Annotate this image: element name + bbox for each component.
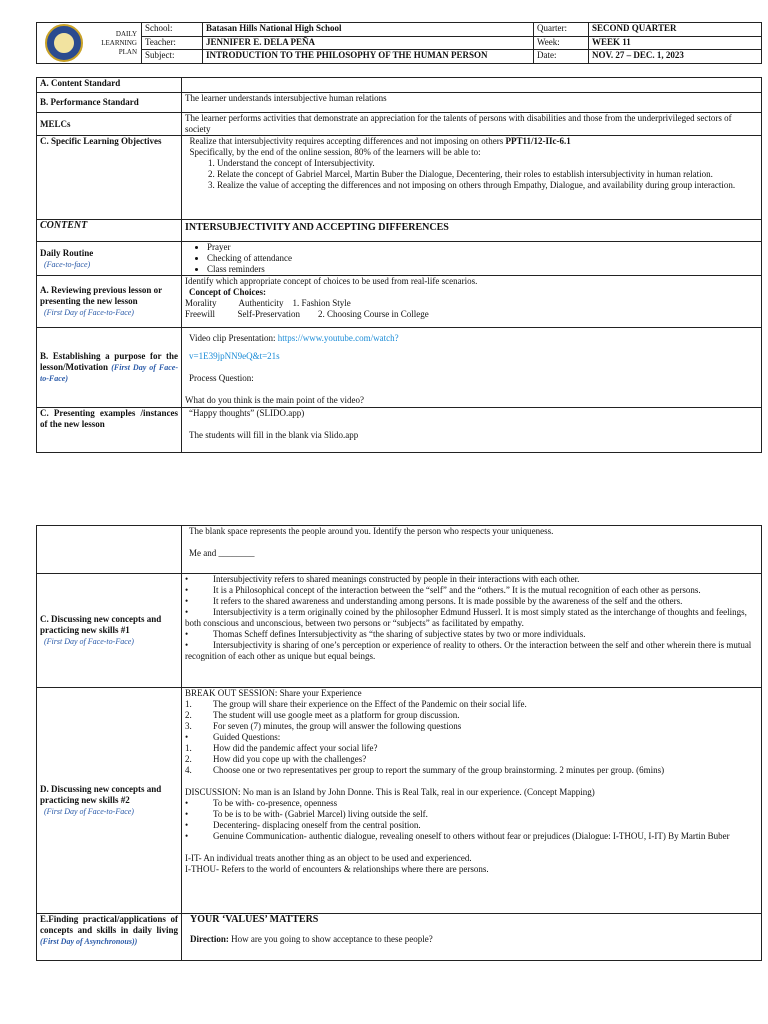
breakout-marker: • [185, 732, 189, 742]
review-row1: Morality Authenticity 1. Fashion Style [185, 298, 351, 308]
breakout-item [185, 699, 758, 710]
melcs-label: MELCs [37, 113, 182, 136]
disc1-item: • Intersubjectivity refers to shared meanings constructed by people in their interactions with each other. [185, 574, 580, 584]
content-label: CONTENT [37, 220, 182, 242]
finding-cell [182, 914, 762, 961]
performance-standard-value: The learner understands intersubjective human relations [182, 93, 762, 113]
discussion-item-text: To be is to be with- (Gabriel Marcel) living outside the self. [213, 809, 428, 819]
routine-item: • Class reminders [207, 264, 758, 275]
breakout-item [185, 732, 758, 743]
breakout-marker: 2. [185, 710, 192, 720]
discussion-item-text: To be with- co-presence, openness [213, 798, 338, 808]
dlp-line2: LEARNING [101, 38, 137, 47]
quarter-label: Quarter: [534, 23, 589, 37]
breakout-item-text: How did you cope up with the challenges? [213, 754, 367, 764]
content-value: INTERSUBJECTIVITY AND ACCEPTING DIFFERENCES [182, 220, 762, 242]
blank-cell [182, 526, 762, 574]
dlp-title [89, 30, 137, 57]
breakout-title: BREAK OUT SESSION: Share your Experience [185, 688, 362, 698]
values-title: YOUR ‘VALUES’ MATTERS [190, 914, 319, 925]
objectives-label: C. Specific Learning Objectives [37, 136, 182, 220]
i-it-definition: I-IT- An individual treats another thing as an object to be used and experienced. [185, 853, 472, 863]
routine-item: • Checking of attendance [207, 253, 758, 264]
objectives-cell [182, 136, 762, 220]
review-label: A. Reviewing previous lesson or presenting the new lesson [40, 285, 162, 306]
breakout-item-text: For seven (7) minutes, the group will answer the following questions [213, 721, 462, 731]
finding-label-text: E.Finding practical/applications of concepts and skills in daily living [40, 914, 178, 935]
week-label: Week: [534, 36, 589, 50]
review-note: (First Day of Face-to-Face) [44, 308, 134, 317]
objectives-line2: Specifically, by the end of the online session, 80% of the learners will be able to: [189, 147, 481, 157]
i-thou-definition: I-THOU- Refers to the world of encounters & relationships where there are persons. [185, 864, 489, 874]
disc1-item-text: Thomas Scheff defines Intersubjectivity as “the sharing of subjective states by two or more individuals. [213, 629, 586, 639]
disc1-item-text: Intersubjectivity is a term originally coined by the philosopher Edmund Husserl. It is most simply stated as the interchange of thoughts and feelings, both conscious and unconscious, between two persons or “subjects” as facilitated by empathy. [185, 607, 747, 628]
process-question-label: Process Question: [189, 373, 254, 383]
plan-table-2 [36, 525, 762, 961]
header-table [36, 22, 762, 64]
objective-item: 2. Relate the concept of Gabriel Marcel, Martin Buber the Dialogue, Decentering, their roles to establish intersubjectivity in human relation. [217, 169, 758, 180]
school-label: School: [142, 23, 203, 37]
presenting-label: C. Presenting examples /instances of the new lesson [37, 408, 182, 453]
breakout-marker: 4. [185, 765, 192, 775]
discussion-item-text: Decentering- displacing oneself from the central position. [213, 820, 421, 830]
discussion-item-text: Genuine Communication- authentic dialogue, revealing oneself to others without fear or prejudices (Dialogue: I-THOU, I-IT) By Martin Buber [213, 831, 730, 841]
breakout-item [185, 765, 758, 776]
purpose-cell [182, 328, 762, 408]
dlp-line3: PLAN [118, 47, 137, 56]
discussion-item: • Decentering- displacing oneself from the central position. [185, 820, 421, 830]
breakout-item [185, 754, 758, 765]
breakout-item-text: The group will share their experience on the Effect of the Pandemic on their social life. [213, 699, 527, 709]
subject-label: Subject: [142, 50, 203, 64]
video-link-continued[interactable]: v=1E39jpNN9eQ&t=21s [189, 351, 280, 361]
disc1-item-text: Intersubjectivity refers to shared meanings constructed by people in their interactions with each other. [213, 574, 580, 584]
content-standard-value [182, 78, 762, 93]
disc1-note: (First Day of Face-to-Face) [44, 637, 134, 646]
dlp-line1: DAILY [115, 29, 137, 38]
disc1-item-text: It refers to the shared awareness and understanding among persons. It is made possible by the awareness of the self and the others. [213, 596, 683, 606]
objectives-line1: Realize that intersubjectivity requires accepting differences and not imposing on others [189, 136, 506, 146]
header-block [36, 22, 762, 64]
review-cell [182, 276, 762, 328]
breakout-marker: 3. [185, 721, 192, 731]
routine-label: Daily Routine [40, 248, 94, 258]
video-link[interactable]: https://www.youtube.com/watch? [277, 333, 399, 343]
objectives-code: PPT11/12-IIc-6.1 [505, 136, 571, 146]
date-value: NOV. 27 – DEC. 1, 2023 [589, 50, 762, 64]
date-label: Date: [534, 50, 589, 64]
blank-line2: Me and ________ [189, 548, 255, 558]
routine-item: • Prayer [207, 242, 758, 253]
disc1-cell [182, 574, 762, 688]
purpose-note: (First Day of Face-to-Face) [40, 363, 179, 383]
review-line2: Concept of Choices: [189, 287, 266, 297]
routine-list [185, 242, 758, 275]
direction-label: Direction: [190, 934, 229, 944]
teacher-label: Teacher: [142, 36, 203, 50]
disc1-item: • Intersubjectivity is a term originally coined by the philosopher Edmund Husserl. It is most simply stated as the interchange of thoughts and feelings, both conscious and unconscious, between two persons or “subjects” as facilitated by empathy. [185, 607, 747, 628]
breakout-item [185, 710, 758, 721]
disc1-label-cell [37, 574, 182, 688]
objectives-list [185, 158, 758, 191]
breakout-marker: 1. [185, 743, 192, 753]
breakout-item-text: The student will use google meet as a platform for group discussion. [213, 710, 460, 720]
finding-label [40, 914, 178, 947]
discussion-item: • To be is to be with- (Gabriel Marcel) living outside the self. [185, 809, 428, 819]
disc1-item: • It refers to the shared awareness and understanding among persons. It is made possible by the awareness of the self and the others. [185, 596, 683, 606]
breakout-marker: 2. [185, 754, 192, 764]
disc1-item-text: It is a Philosophical concept of the interaction between the “self” and the “others.” It is the mutual recognition of each other as persons. [213, 585, 701, 595]
performance-standard-label: B. Performance Standard [37, 93, 182, 113]
review-label-cell [37, 276, 182, 328]
blank-label-cell [37, 526, 182, 574]
breakout-item-text: How did the pandemic affect your social life? [213, 743, 378, 753]
disc2-cell [182, 688, 762, 914]
disc2-label: D. Discussing new concepts and practicing new skills #2 [40, 784, 162, 805]
presenting-line2: The students will fill in the blank via Slido.app [189, 430, 359, 440]
routine-note: (Face-to-face) [44, 260, 91, 269]
discussion-title: DISCUSSION: No man is an Island by John Donne. This is Real Talk, real in our experience. (Concept Mapping) [185, 787, 595, 797]
disc1-item: • Thomas Scheff defines Intersubjectivity as “the sharing of subjective states by two or more individuals. [185, 629, 586, 639]
disc2-label-cell [37, 688, 182, 914]
finding-label-cell [37, 914, 182, 961]
breakout-item [185, 743, 758, 754]
subject-value: INTRODUCTION TO THE PHILOSOPHY OF THE HUMAN PERSON [203, 50, 534, 64]
plan-table-1 [36, 77, 762, 453]
disc1-item: • Intersubjectivity is sharing of one’s perception or experience of reality to others. Or the interaction between the self and other wherein there is mutual recognition of each other as unique but equal beings. [185, 640, 752, 661]
deped-seal-logo [45, 24, 83, 62]
discussion-item: • To be with- co-presence, openness [185, 798, 338, 808]
direction-text: How are you going to show acceptance to these people? [228, 934, 433, 944]
discussion-item: • Genuine Communication- authentic dialogue, revealing oneself to others without fear or prejudices (Dialogue: I-THOU, I-IT) By Martin Buber [185, 831, 730, 841]
school-value: Batasan Hills National High School [203, 23, 534, 37]
purpose-label [40, 351, 178, 384]
quarter-value: SECOND QUARTER [589, 23, 762, 37]
process-question: What do you think is the main point of the video? [185, 395, 364, 405]
review-line1: Identify which appropriate concept of choices to be used from real-life scenarios. [185, 276, 478, 286]
content-standard-label: A. Content Standard [37, 78, 182, 93]
routine-label-cell [37, 242, 182, 276]
breakout-item-text: Guided Questions: [213, 732, 281, 742]
purpose-label-text: B. Establishing a purpose for the lesson/Motivation [40, 351, 178, 372]
objective-item: 3. Realize the value of accepting the differences and not imposing on others through Empathy, Dialogue, and availability during group interaction. [217, 180, 758, 191]
disc1-item-text: Intersubjectivity is sharing of one’s perception or experience of reality to others. Or the interaction between the self and other wherein there is mutual recognition of each other as unique but equal beings. [185, 640, 752, 661]
melcs-value: The learner performs activities that demonstrate an appreciation for the talents of persons with disabilities and those from the underprivileged sectors of society [182, 113, 762, 136]
disc2-note: (First Day of Face-to-Face) [44, 807, 134, 816]
purpose-video: Video clip Presentation: [189, 333, 278, 343]
disc1-label: C. Discussing new concepts and practicing new skills #1 [40, 614, 162, 635]
teacher-value: JENNIFER E. DELA PEÑA [203, 36, 534, 50]
objective-item: 1. Understand the concept of Intersubjectivity. [217, 158, 758, 169]
presenting-cell [182, 408, 762, 453]
breakout-marker: 1. [185, 699, 192, 709]
week-value: WEEK 11 [589, 36, 762, 50]
breakout-item-text: Choose one or two representatives per group to report the summary of the group brainstorming. 2 minutes per group. (6mins) [213, 765, 665, 775]
direction-line [190, 934, 758, 945]
breakout-item [185, 721, 758, 732]
purpose-label-cell [37, 328, 182, 408]
blank-line1: The blank space represents the people around you. Identify the person who respects your uniqueness. [189, 526, 554, 536]
finding-note: (First Day of Asynchronous)) [40, 937, 138, 946]
header-logo-cell [37, 23, 142, 64]
routine-cell [182, 242, 762, 276]
presenting-line1: “Happy thoughts” (SLIDO.app) [189, 408, 305, 418]
review-row2: Freewill Self-Preservation 2. Choosing Course in College [185, 309, 429, 319]
disc1-item: • It is a Philosophical concept of the interaction between the “self” and the “others.” It is the mutual recognition of each other as persons. [185, 585, 701, 595]
